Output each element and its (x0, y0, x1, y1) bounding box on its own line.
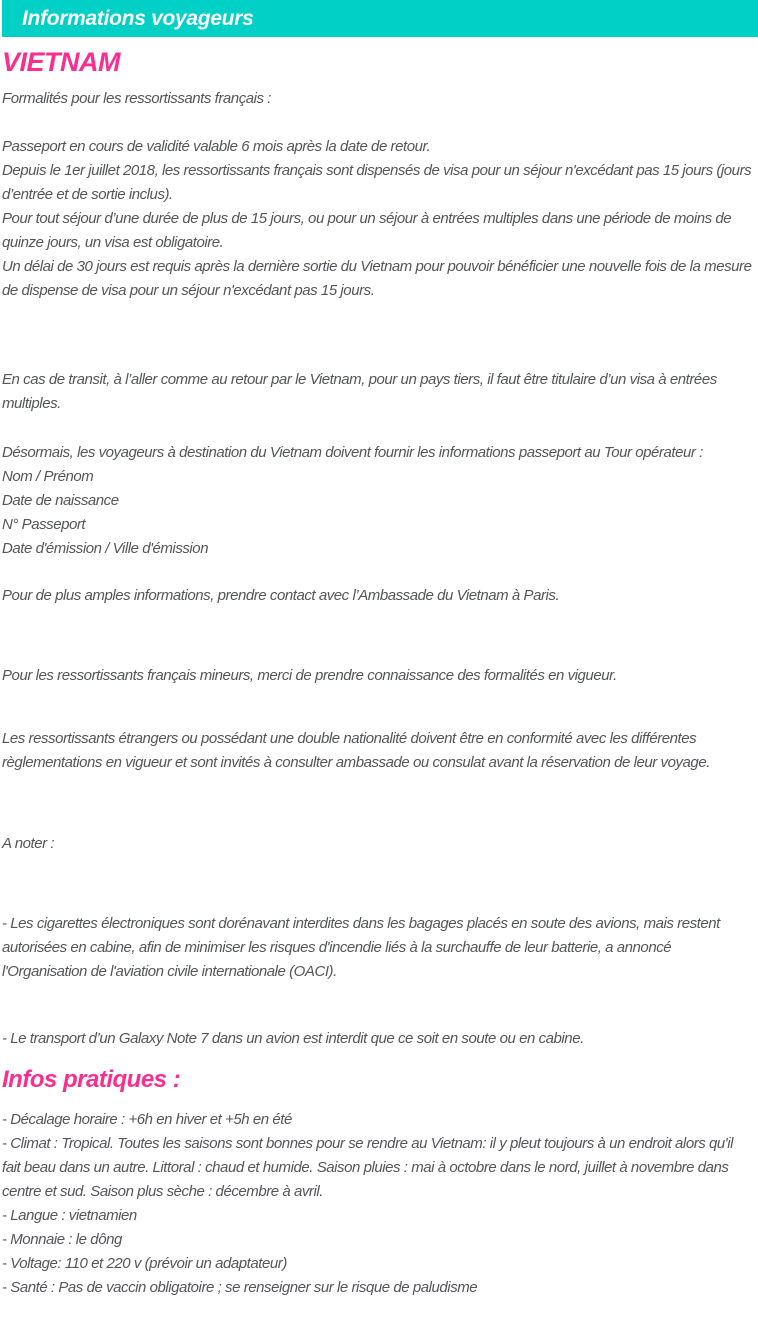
paragraph-visa-exemption: Depuis le 1er juillet 2018, les ressortissants français sont dispensés de visa pour un séjour n'excédant pas 15 jours (jours d’entrée et de sortie inclus). (2, 162, 752, 203)
paragraph-note-label: A noter : (2, 835, 55, 852)
paragraph-field-birthdate: Date de naissance (2, 492, 119, 509)
paragraph-formalities-intro: Formalités pour les ressortissants français : (2, 90, 272, 107)
section-header-bar (2, 0, 758, 37)
section-header-title: Informations voyageurs (22, 6, 254, 30)
paragraph-field-issue: Date d'émission / Ville d'émission (2, 540, 209, 557)
country-heading: VIETNAM (2, 47, 120, 77)
paragraph-field-passport-number: N° Passeport (2, 516, 86, 533)
paragraph-passport-validity: Passeport en cours de validité valable 6 mois après la date de retour. (2, 138, 431, 155)
paragraph-voltage: - Voltage: 110 et 220 v (prévoir un adaptateur) (2, 1255, 287, 1272)
paragraph-transit: En cas de transit, à l’aller comme au retour par le Vietnam, pour un pays tiers, il faut être titulaire d’un visa à entrées multiples. (2, 371, 717, 412)
paragraph-field-name: Nom / Prénom (2, 468, 94, 485)
practical-info-heading: Infos pratiques : (2, 1066, 181, 1093)
paragraph-visa-required: Pour tout séjour d’une durée de plus de 15 jours, ou pour un séjour à entrées multiples dans une période de moins de quinze jours, un visa est obligatoire. (2, 210, 732, 251)
paragraph-embassy: Pour de plus amples informations, prendre contact avec l’Ambassade du Vietnam à Paris. (2, 587, 560, 604)
paragraph-timezone: - Décalage horaire : +6h en hiver et +5h en été (2, 1111, 292, 1128)
paragraph-e-cigarettes: - Les cigarettes électroniques sont dorénavant interdites dans les bagages placés en soute des avions, mais restent autorisées en cabine, afin de minimiser les risques d'incendie liés à la surchauffe de leur batterie, a annoncé l'Organisation de l'aviation civile internationale (OACI). (2, 915, 720, 980)
paragraph-minors: Pour les ressortissants français mineurs, merci de prendre connaissance des formalités en vigueur. (2, 667, 617, 684)
paragraph-galaxy-note7: - Le transport d’un Galaxy Note 7 dans un avion est interdit que ce soit en soute ou en cabine. (2, 1030, 584, 1047)
paragraph-delay-30-days: Un délai de 30 jours est requis après la dernière sortie du Vietnam pour pouvoir bénéficier une nouvelle fois de la mesure de dispense de visa pour un séjour n'excédant pas 15 jours. (2, 258, 752, 299)
paragraph-language: - Langue : vietnamien (2, 1207, 137, 1224)
paragraph-health: - Santé : Pas de vaccin obligatoire ; se renseigner sur le risque de paludisme (2, 1279, 478, 1296)
paragraph-passport-info-required: Désormais, les voyageurs à destination du Vietnam doivent fournir les informations passeport au Tour opérateur : (2, 444, 703, 461)
paragraph-currency: - Monnaie : le dông (2, 1231, 122, 1248)
paragraph-foreign-nationals: Les ressortissants étrangers ou possédant une double nationalité doivent être en conformité avec les différentes règlementations en vigueur et sont invités à consulter ambassade ou consulat avant la réservation de leur voyage. (2, 730, 710, 771)
content-area (2, 46, 758, 1300)
paragraph-climate: - Climat : Tropical. Toutes les saisons sont bonnes pour se rendre au Vietnam: il y pleut toujours à un endroit alors qu'il fait beau dans un autre. Littoral : chaud et humide. Saison pluies : mai à octobre dans le nord, juillet à novembre dans centre et sud. Saison plus sèche : décembre à avril. (2, 1135, 733, 1200)
